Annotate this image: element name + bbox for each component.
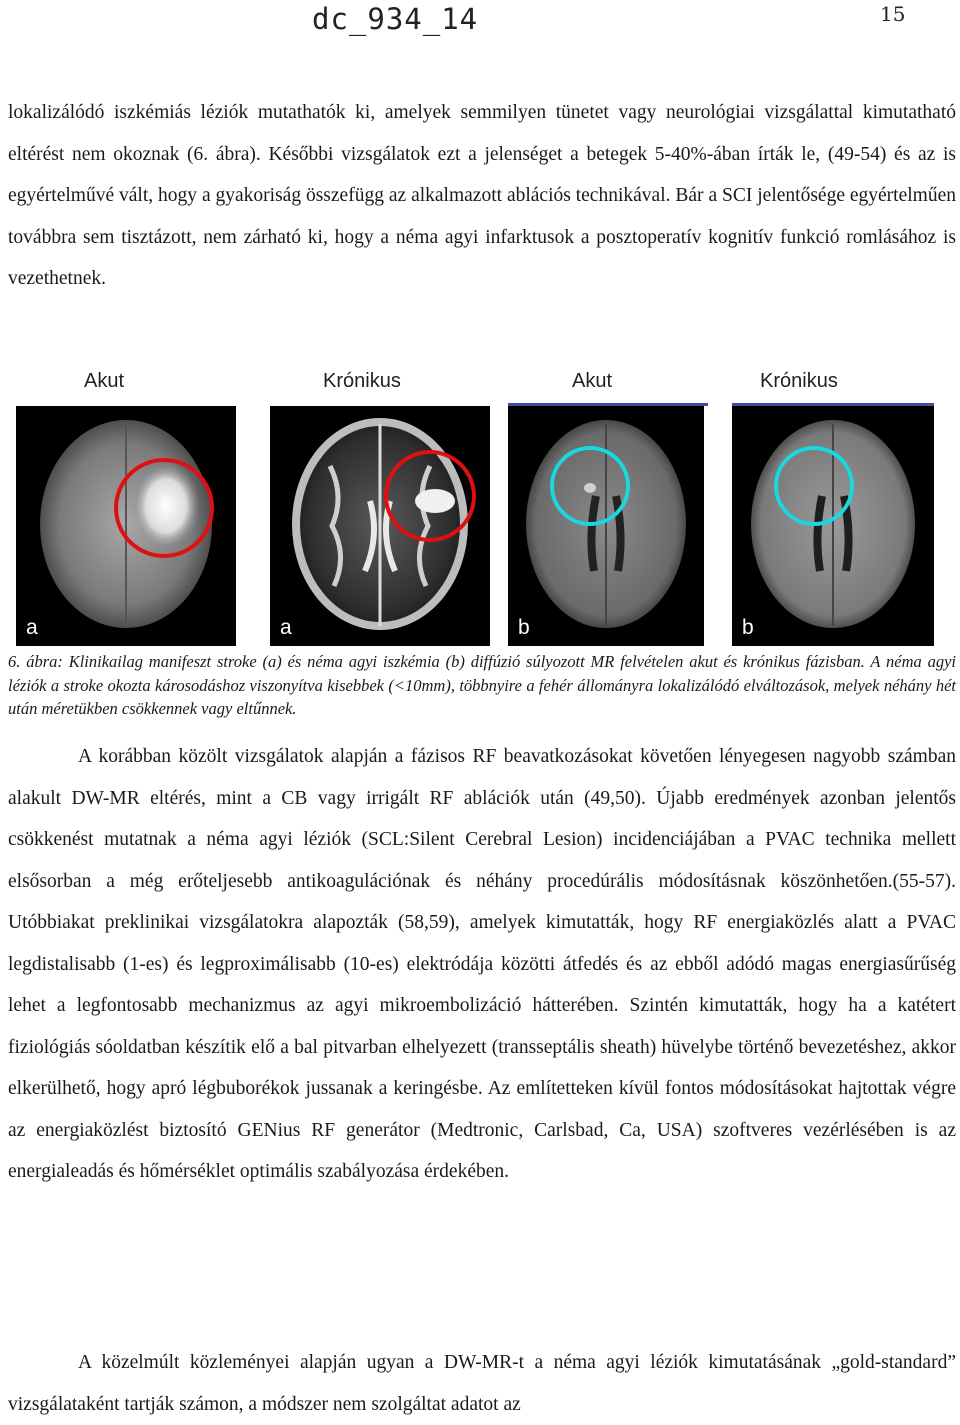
mri-scan-acute-stroke	[16, 406, 236, 646]
mri-scan-acute-silent	[508, 406, 704, 646]
figure-caption: 6. ábra: Klinikailag manifeszt stroke (a) és néma agyi iszkémia (b) diffúzió súlyozott MR felvételen akut és krónikus fázisban. A néma agyi léziók a stroke okozta károsodáshoz viszonyítva kisebbek (<10mm), többnyire a fehér állományra lokalizálódó elváltozások, melyek néhány hét után méretükben csökkennek vagy eltűnnek.	[8, 652, 956, 718]
body-paragraph-3: A közelmúlt közleményei alapján ugyan a DW-MR-t a néma agyi léziók kimutatásának „gold-standard” vizsgálataként tartják számon, a módszer nem szolgáltat adatot az	[8, 1352, 956, 1415]
panel-letter-2: a	[280, 616, 292, 639]
panel-letter-4: b	[742, 616, 754, 639]
panel-title-3: Akut	[572, 370, 613, 392]
page-number: 15	[880, 2, 906, 26]
document-id: dc_934_14	[312, 2, 479, 36]
brain-image-3	[508, 406, 704, 646]
panel-letter-3: b	[518, 616, 530, 639]
brain-image-1	[16, 406, 236, 646]
body-paragraph-1: lokalizálódó iszkémiás léziók mutathatók ki, amelyek semmilyen tünetet vagy neurológiai vizsgálattal kimutatható eltérést nem okoznak (6. ábra). Későbbi vizsgálatok ezt a jelenséget a betegek 5-40%-ában írták le, (49-54) és az is egyértelművé vált, hogy a gyakoriság összefügg az alkalmazott ablációs technikával. Bár a SCI jelentősége egyértelműen továbbra sem tisztázott, nem zárható ki, hogy a néma agyi infarktusok a posztoperatív kognitív funkció romlásához is vezethetnek.	[8, 102, 956, 289]
mri-scan-chronic-silent	[732, 406, 934, 646]
mri-scan-chronic-stroke	[270, 406, 490, 646]
panel-title-1: Akut	[84, 370, 125, 392]
panel-title-2: Krónikus	[323, 370, 401, 392]
brain-image-4	[732, 406, 934, 646]
panel-title-4: Krónikus	[760, 370, 838, 392]
mri-figure	[16, 370, 940, 646]
panel-letter-1: a	[26, 616, 38, 639]
body-paragraph-2: A korábban közölt vizsgálatok alapján a fázisos RF beavatkozásokat követően lényegesen nagyobb számban alakult DW-MR eltérés, mint a CB vagy irrigált RF ablációk után (49,50). Újabb eredmények azonban jelentős csökkenést mutatnak a néma agyi léziók (SCL:Silent Cerebral Lesion) incidenciájában a PVAC technika mellett elsősorban a még erőteljesebb antikoagulációnak és néhány procedúrális módosításnak köszönhetően.(55-57). Utóbbiakat preklinikai vizsgálatokra alapozták (58,59), amelyek kimutatták, hogy RF energiaközlés alatt a PVAC legdistalisabb (1-es) és legproximálisabb (10-es) elektródája közötti átfedés és az ebből adódó magas energiasűrűség lehet a legfontosabb mechanizmus az agyi mikroembolizáció hátterében. Szintén kimutatták, hogy ha a katétert fiziológiás sóoldatban készítik elő a bal pitvarban elhelyezett (transseptális sheath) hüvelybe történő bevezetéshez, akkor elkerülhető, hogy apró légbuborékok jussanak a keringésbe. Az említetteken kívül fontos módosításokat hajtottak végre az energiaközlést biztosító GENius RF generátor (Medtronic, Carlsbad, Ca, USA) szoftveres vezérlésében is az energialeadás és hőmérséklet optimális szabályozása érdekében.	[8, 746, 956, 1182]
brain-image-2	[270, 406, 490, 646]
